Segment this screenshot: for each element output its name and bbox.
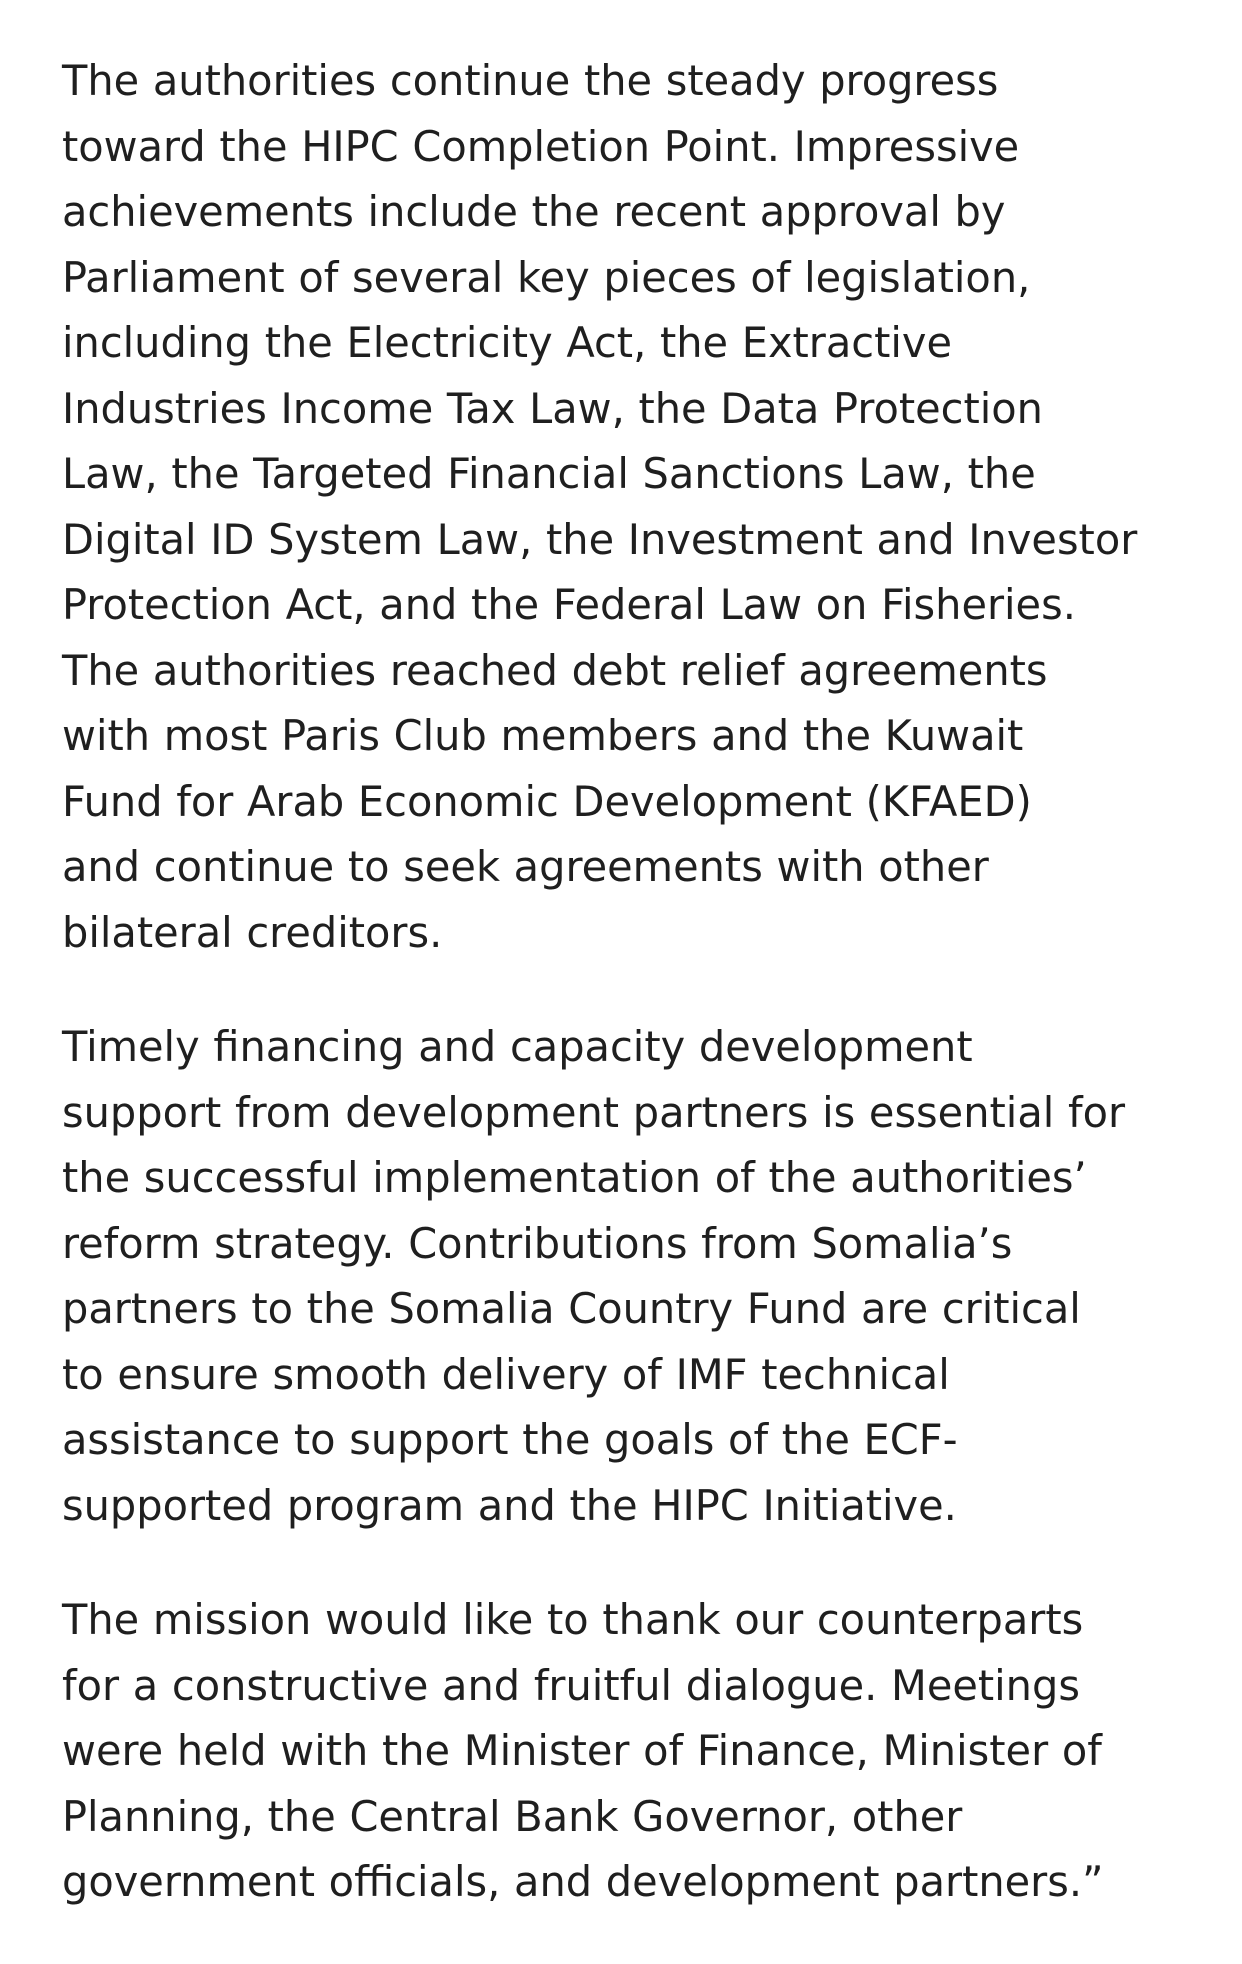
text-line: achievements include the recent approval by [62,187,1006,236]
paragraph-mission-thanks [62,1587,1202,1915]
text-line: Protection Act, and the Federal Law on Fisheries. [62,580,1076,629]
text-line: Law, the Targeted Financial Sanctions Law, the [62,449,1036,498]
text-line: The authorities reached debt relief agreements [62,645,1048,695]
text-line: The authorities continue the steady progress [62,56,999,105]
text-line: The mission would like to thank our counterparts [62,1595,1084,1644]
text-line: Digital ID System Law, the Investment and Investor [62,514,1138,564]
text-line: toward the HIPC Completion Point. Impressive [62,121,1020,171]
text-line: the successful implementation of the authorities’ [62,1153,1087,1202]
text-line: government officials, and development partners.” [62,1857,1104,1906]
text-line: and continue to seek agreements with other [62,842,989,891]
article-body [62,48,1202,1964]
text-line: with most Paris Club members and the Kuwait [62,711,1024,760]
text-line: Industries Income Tax Law, the Data Protection [62,383,1043,433]
text-line: support from development partners is essential for [62,1087,1126,1137]
text-line: partners to the Somalia Country Fund are critical [62,1284,1081,1333]
text-line: were held with the Minister of Finance, Minister of [62,1726,1102,1775]
text-line: Fund for Arab Economic Development (KFAED) [62,776,1032,826]
paragraph-financing-support [62,1014,1202,1538]
text-line: supported program and the HIPC Initiative. [62,1480,957,1530]
text-line: Planning, the Central Bank Governor, other [62,1791,963,1841]
text-line: including the Electricity Act, the Extractive [62,318,953,367]
text-line: reform strategy. Contributions from Somalia’s [62,1218,1013,1268]
text-line: Timely financing and capacity development [62,1022,973,1071]
text-line: bilateral creditors. [62,907,443,957]
text-line: assistance to support the goals of the ECF- [62,1415,958,1464]
text-line: to ensure smooth delivery of IMF technical [62,1349,950,1399]
text-line: for a constructive and fruitful dialogue. Meetings [62,1660,1080,1710]
text-line: Parliament of several key pieces of legislation, [62,252,1031,302]
paragraph-hipc-progress [62,48,1202,965]
